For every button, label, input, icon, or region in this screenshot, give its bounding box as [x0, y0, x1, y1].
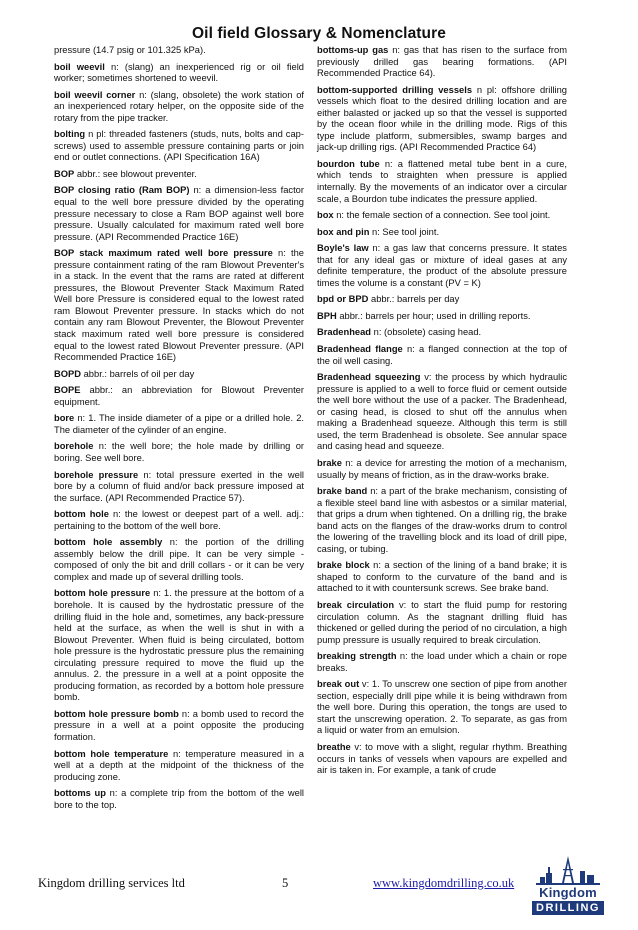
glossary-definition: n: the load under which a chain or rope breaks.: [317, 651, 567, 673]
glossary-term: brake band: [317, 486, 368, 497]
glossary-entry: [317, 742, 567, 777]
glossary-definition: n: gas that has risen to the surface from previously drilled gas bearing formations. (API Recommended Practice 64).: [317, 45, 567, 79]
glossary-definition: n: a dimension-less factor equal to the well bore pressure divided by the operating pressure necessary to close a Ram BOP against well bore pressure. Usually calculated for maximum rated well bore pressure. (API Recommended Practice 16E): [54, 185, 304, 242]
term-separator: [80, 385, 89, 395]
glossary-entry: [317, 600, 567, 646]
glossary-term: breaking strength: [317, 651, 397, 662]
glossary-definition: n: temperature measured in a well at a depth at the midpoint of the thickness of the producing zone.: [54, 748, 304, 782]
glossary-definition: pressure (14.7 psig or 101.325 kPa).: [54, 45, 206, 55]
glossary-definition: n: 1. the pressure at the bottom of a borehole. It is caused by the hydrostatic pressure of the drilling fluid in the hole and, sometimes, any back-pressure held at the surface, as when the well is shut in with a Blowout Preventer. When fluid is being circulated, bottom hole pressure is the hydrostatic pressure plus the remaining circulating pressure required to move the fluid up the annulus. 2. the pressure in a well at a point opposite the producing formation, as recorded by a bottom hole pressure bomb.: [54, 588, 305, 703]
footer-page-number: 5: [282, 876, 289, 890]
glossary-entry: [317, 679, 567, 737]
glossary-term: BOPE: [54, 385, 81, 396]
glossary-term: bpd or BPD: [317, 294, 369, 305]
glossary-term: BOP closing ratio (Ram BOP): [54, 185, 190, 196]
glossary-entry: [54, 537, 304, 583]
glossary-definition: n: See tool joint.: [372, 226, 440, 237]
glossary-term: bottoms up: [54, 788, 106, 799]
glossary-entry: [317, 85, 567, 154]
glossary-definition: n: (obsolete) casing head.: [373, 327, 482, 338]
glossary-term: BOPD: [54, 368, 81, 379]
glossary-term: break out: [317, 679, 360, 690]
glossary-entry: [54, 413, 304, 436]
glossary-entry: [54, 749, 304, 784]
glossary-definition: abbr.: barrels per day: [371, 294, 460, 305]
glossary-entry: [317, 486, 567, 555]
glossary-definition: n: a flanged connection at the top of the oil well casing.: [317, 344, 567, 366]
glossary-term: BOP stack maximum rated well bore pressure: [54, 248, 273, 259]
glossary-definition: n pl: threaded fasteners (studs, nuts, bolts and cap-screws) used to assemble pressure containing parts or join end or outlet connections. (API Specification 16A): [54, 129, 304, 163]
glossary-term: borehole: [54, 441, 94, 452]
glossary-entry: [54, 788, 304, 811]
glossary-definition: n pl: offshore drilling vessels which float to the desired drilling location and are either balasted or jacked up so that the vessel is supported by the ocean floor while in the drilling mode. Rigs of this type include platform, submersibles, swamp barges and jack-up drilling rigs. (API Recommended Practice 64): [317, 84, 567, 153]
glossary-entry: [317, 344, 567, 367]
glossary-definition: n: (slang) an inexperienced rig or oil field worker; sometimes shortened to weevil.: [54, 61, 304, 84]
glossary-term: bottom hole temperature: [54, 748, 169, 759]
company-logo: [532, 855, 604, 921]
glossary-entry: [54, 369, 304, 381]
glossary-term: bore: [54, 413, 75, 424]
glossary-term: bottoms-up gas: [317, 45, 389, 55]
glossary-entry: [317, 311, 567, 323]
glossary-definition: abbr.: barrels of oil per day: [83, 368, 195, 379]
glossary-definition: v: to start the fluid pump for restoring circulation column. As the stagnant drilling fluid has thickened or gelled during the period of no circulation, a high pump pressure is usually required to break circulation.: [317, 599, 567, 645]
glossary-definition: abbr.: an abbreviation for Blowout Preventer equipment.: [54, 385, 304, 407]
page-title: Oil field Glossary & Nomenclature: [192, 25, 446, 42]
glossary-definition: n: a bomb used to record the pressure in a well at a point opposite the producing formation.: [54, 708, 305, 742]
glossary-term: Bradenhead: [317, 327, 372, 338]
glossary-entry: [317, 327, 567, 339]
glossary-term: breathe: [317, 741, 351, 752]
glossary-entry: [317, 227, 567, 239]
glossary-definition: n: the lowest or deepest part of a well. adj.: pertaining to the bottom of the well bore.: [54, 509, 304, 531]
glossary-definition: n: the female section of a connection. See tool joint.: [336, 210, 551, 221]
glossary-term: brake block: [317, 560, 370, 571]
glossary-definition: n: the portion of the drilling assembly below the drill pipe. It can be very simple - composed of only the bit and drill collars - or it can be very complex and made up of several drilling tools.: [54, 537, 304, 582]
glossary-entry: [54, 45, 304, 57]
glossary-term: Boyle's law: [317, 243, 369, 254]
glossary-entry: [317, 560, 567, 595]
glossary-term: bottom-supported drilling vessels: [317, 84, 473, 95]
glossary-entry: [317, 159, 567, 205]
glossary-term: boil weevil: [54, 61, 105, 72]
glossary-term: bottom hole assembly: [54, 537, 163, 548]
footer-company: Kingdom drilling services ltd: [38, 876, 185, 890]
glossary-entry: [54, 709, 304, 744]
glossary-definition: n: the pressure containment rating of the ram Blowout Preventer's in a stack. In the event that the rams are rated at different pressures, the Blowout Preventer Stack Maximum Rated Well bore Pressure is considered equal to the lowest rated ram Blowout Preventer pressure. In stacks which do not contain any ram Blowout Preventer, the Blowout Preventer stack maximum rated well bore pressure is considered equal to the lowest rated Blowout Preventer pressure. (API Recommended Practice 16E): [54, 248, 304, 363]
glossary-term: bourdon tube: [317, 158, 380, 169]
glossary-definition: n: total pressure exerted in the well bore by a column of fluid and/or back pressure imposed at the surface. (API Recommended Practice 57).: [54, 469, 304, 503]
glossary-term: bottom hole pressure bomb: [54, 708, 179, 719]
glossary-entry: [54, 509, 304, 532]
glossary-term: box: [317, 210, 334, 221]
glossary-definition: n: a part of the brake mechanism, consisting of a flexible steel band line with asbestos or a similar material, that grips a drum when tightened. On a drilling rig, the brake band acts on the flanges of the draw-works drum to control the lowering of the travelling block and its load of drill pipe, casing, or tubing.: [317, 486, 567, 554]
glossary-definition: n: (slang, obsolete) the work station of an inexperienced rotary helper, on the opposite side of the rotary from the pipe tracker.: [54, 89, 304, 123]
footer-url-link[interactable]: www.kingdomdrilling.co.uk: [373, 876, 515, 890]
glossary-term: bolting: [54, 129, 86, 140]
left-column: [54, 45, 304, 816]
glossary-definition: v: to move with a slight, regular rhythm. Breathing occurs in tanks of vessels when vapours are expelled and air is taken in. For example, a tank of crude: [317, 741, 567, 776]
glossary-definition: abbr.: barrels per hour; used in drilling reports.: [339, 310, 531, 321]
glossary-definition: v: 1. To unscrew one section of pipe from another section, especially drill pipe while it is being withdrawn from the well bore. During this operation, the tongs are used to start the unscrewing operation. 2. To separate, as gas from a liquid or water from an emulsion.: [317, 679, 567, 736]
glossary-term: BOP: [54, 168, 75, 179]
glossary-term: Bradenhead squeezing: [317, 372, 421, 383]
glossary-term: boil weevil corner: [54, 89, 136, 100]
glossary-term: bottom hole: [54, 509, 109, 520]
glossary-term: brake: [317, 457, 342, 468]
glossary-entry: [54, 441, 304, 464]
glossary-entry: [54, 129, 304, 164]
term-separator: [162, 537, 169, 547]
glossary-entry: [54, 185, 304, 243]
glossary-entry: [317, 294, 567, 306]
glossary-definition: n: the well bore; the hole made by drilling or boring. See well bore.: [54, 441, 304, 463]
glossary-entry: [317, 243, 567, 289]
right-column: [317, 45, 567, 782]
glossary-term: Bradenhead flange: [317, 344, 403, 355]
glossary-entry: [54, 90, 304, 125]
glossary-entry: [54, 248, 304, 363]
glossary-definition: n: a gas law that concerns pressure. It states that for any ideal gas or mixture of ideal gases at any definite temperature, the product of the absolute pressure times the volume is a constant (PV = K): [317, 243, 567, 288]
glossary-term: box and pin: [317, 226, 370, 237]
glossary-entry: [317, 372, 567, 453]
glossary-term: break circulation: [317, 599, 395, 610]
glossary-definition: v: the process by which hydraulic pressure is applied to a well to force fluid or cement outside the well bore without the use of a packer. The Bradenhead, or casing head, is closed to shut off the annulus when making a Bradenhead squeeze. Although this term is still used, the term Bradenhead is obsolete. See annular space and casing head and squeeze.: [317, 372, 567, 452]
glossary-entry: [54, 470, 304, 505]
glossary-entry: [54, 385, 304, 408]
glossary-entry: [54, 169, 304, 181]
glossary-entry: [54, 62, 304, 85]
glossary-definition: n: a device for arresting the motion of a mechanism, usually by means of friction, as in the draw-works brake.: [317, 457, 567, 480]
glossary-definition: abbr.: see blowout preventer.: [76, 168, 197, 179]
logo-text-secondary: DRILLING: [532, 901, 604, 915]
glossary-entry: [317, 651, 567, 674]
glossary-entry: [317, 210, 567, 222]
glossary-entry: [54, 588, 304, 703]
logo-text-primary: Kingdom: [539, 885, 597, 900]
glossary-definition: n: a complete trip from the bottom of the well bore to the top.: [54, 788, 304, 810]
glossary-definition: n: a section of the lining of a band brake; it is shaped to conform to the curvature of the band and is attached to it with countersunk screws. See brake band.: [317, 560, 567, 594]
glossary-term: bottom hole pressure: [54, 588, 151, 599]
glossary-term: borehole pressure: [54, 469, 139, 480]
glossary-entry: [317, 458, 567, 481]
glossary-entry: [317, 45, 567, 80]
drilling-rig-icon: [532, 855, 604, 887]
glossary-definition: n: a flattened metal tube bent in a cure, which tends to straighten when pressure is applied internally. By the movements of an indicator over a circular scale, a Bourdon tube indicates the pressure applied.: [317, 158, 567, 204]
glossary-term: BPH: [317, 310, 337, 321]
glossary-definition: n: 1. The inside diameter of a pipe or a drilled hole. 2. The diameter of the cylinder of an engine.: [54, 413, 304, 435]
